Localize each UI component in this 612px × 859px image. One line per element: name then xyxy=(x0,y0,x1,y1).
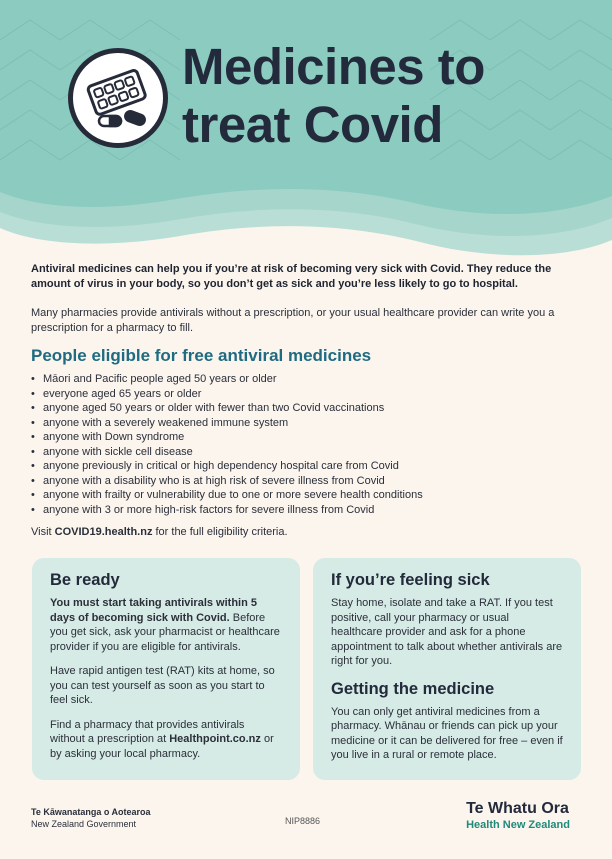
getting-heading: Getting the medicine xyxy=(331,679,495,698)
list-item: • anyone with a severely weakened immune system xyxy=(31,416,581,431)
feeling-sick-text: Stay home, isolate and take a RAT. If you test positive, call your pharmacy or usual healthcare provider and ask for a phone appointment to talk about whether antivirals are right for you. xyxy=(331,597,563,667)
be-ready-heading: Be ready xyxy=(50,571,120,589)
be-ready-p1: Before you get sick, ask your pharmacist or healthcare provider if you are eligible for antivirals. xyxy=(50,611,280,653)
gov-line1: Te Kāwanatanga o Aotearoa xyxy=(31,807,151,817)
be-ready-text xyxy=(50,596,282,654)
eligible-list xyxy=(31,372,581,517)
list-item: • anyone with 3 or more high-risk factors for severe illness from Covid xyxy=(31,503,581,518)
list-item: • anyone with Down syndrome xyxy=(31,430,581,445)
page-title xyxy=(182,38,485,154)
page-title-line2: treat Covid xyxy=(182,96,443,153)
getting-text: You can only get antiviral medicines from a pharmacy. Whānau or friends can pick up your medicine or it can be delivered for free – even if you live in a rural or remote place. xyxy=(331,705,563,761)
be-ready-p2: Have rapid antigen test (RAT) kits at home, so you can test yourself as soon as you start to feel sick. xyxy=(50,665,275,706)
covid19-link[interactable]: COVID19.health.nz xyxy=(54,526,153,538)
visit-pre: Visit xyxy=(31,526,55,538)
list-item: • anyone with a disability who is at high risk of severe illness from Covid xyxy=(31,474,581,489)
brand-logo xyxy=(466,800,570,832)
list-item: • anyone with sickle cell disease xyxy=(31,445,581,460)
list-item: • Māori and Pacific people aged 50 years or older xyxy=(31,372,581,387)
be-ready-p3-post: or by asking your local pharmacy. xyxy=(50,733,274,760)
intro-bold: Antiviral medicines can help you if you’re at risk of becoming very sick with Covid. They reduce the amount of virus in your body, so you don’t get as sick and you’re less likely to go to hospital. xyxy=(31,263,552,290)
intro-text: Many pharmacies provide antivirals without a prescription, or your usual healthcare provider can write you a prescription for a pharmacy to fill. xyxy=(31,307,555,334)
document-code: NIP8886 xyxy=(285,816,321,826)
healthpoint-link[interactable]: Healthpoint.co.nz xyxy=(169,733,261,745)
page-title-line1: Medicines to xyxy=(182,38,485,95)
list-item: • anyone previously in critical or high dependency hospital care from Covid xyxy=(31,459,581,474)
be-ready-p3-pre: Find a pharmacy that provides antivirals without a prescription at xyxy=(50,718,245,745)
main-content xyxy=(31,262,581,540)
list-item: • everyone aged 65 years or older xyxy=(31,387,581,402)
gov-line2: New Zealand Government xyxy=(31,819,137,829)
feeling-sick-heading: If you’re feeling sick xyxy=(331,571,490,589)
be-ready-card xyxy=(32,558,300,780)
brand-line2: Health New Zealand xyxy=(466,819,570,831)
government-logo xyxy=(31,806,151,830)
sick-card xyxy=(313,558,581,780)
list-item: • anyone aged 50 years or older with fewer than two Covid vaccinations xyxy=(31,401,581,416)
header-banner xyxy=(0,0,612,260)
pills-icon xyxy=(68,48,168,148)
visit-text xyxy=(31,525,581,540)
brand-line1: Te Whatu Ora xyxy=(466,800,569,817)
list-item: • anyone with frailty or vulnerability due to one or more severe health conditions xyxy=(31,488,581,503)
visit-post: for the full eligibility criteria. xyxy=(152,526,288,538)
be-ready-bold: You must start taking antivirals within 5 days of becoming sick with Covid. xyxy=(50,597,258,624)
be-ready-p3 xyxy=(50,718,282,762)
eligible-heading: People eligible for free antiviral medicines xyxy=(31,346,372,365)
